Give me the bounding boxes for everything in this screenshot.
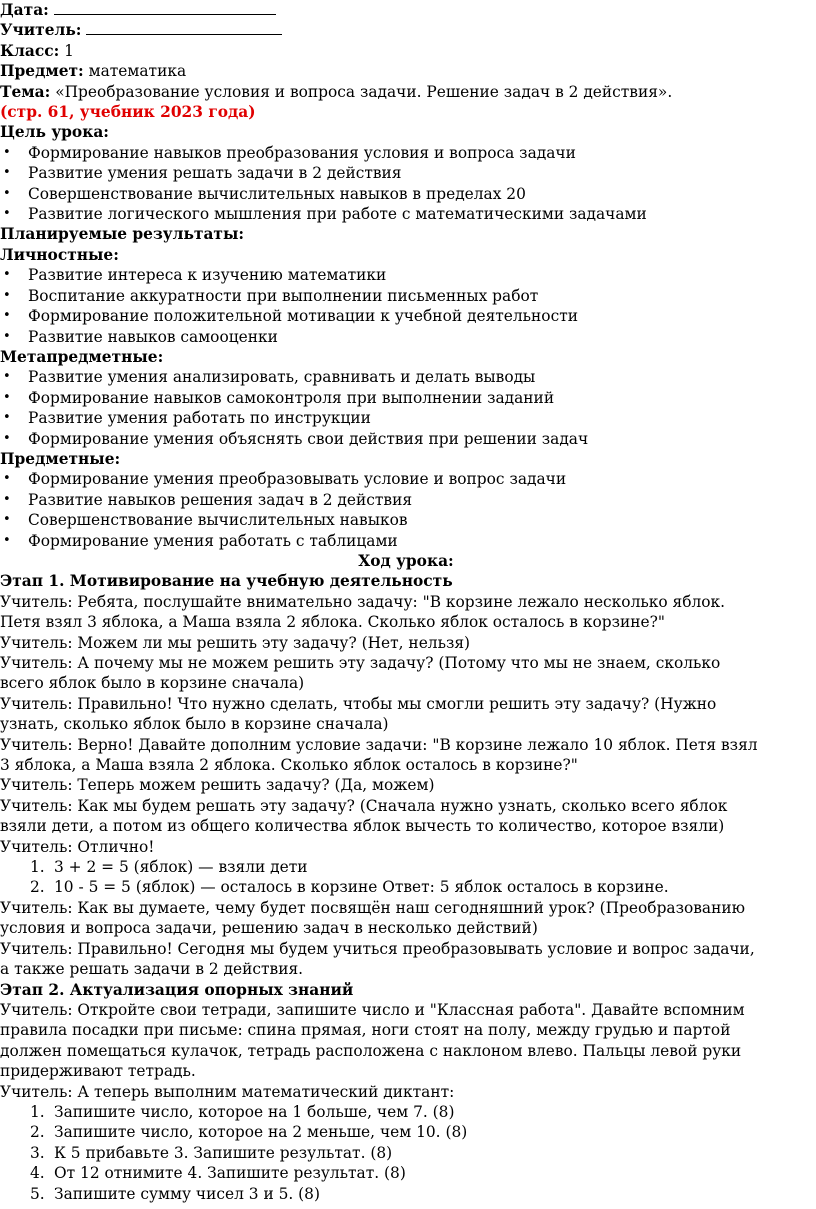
topic-row bbox=[0, 82, 812, 102]
text-line: Учитель: Как мы будем решать эту задачу? (Сначала нужно узнать, сколько всего яблок bbox=[0, 796, 728, 815]
list-item: • Формирование положительной мотивации к учебной деятельности bbox=[0, 306, 812, 326]
list-item: • Развитие интереса к изучению математики bbox=[0, 265, 812, 285]
text-line: Учитель: А теперь выполним математический диктант: bbox=[0, 1082, 455, 1101]
list-item: • Формирование навыков преобразования условия и вопроса задачи bbox=[0, 143, 812, 163]
personal-list bbox=[0, 265, 812, 347]
topic-value: «Преобразование условия и вопроса задачи. Решение задач в 2 действия». bbox=[55, 82, 673, 101]
subject-results-list bbox=[0, 469, 812, 551]
list-number: 1. bbox=[30, 1102, 45, 1121]
list-item: • Совершенствование вычислительных навыков в пределах 20 bbox=[0, 184, 812, 204]
text-line: Учитель: Правильно! Сегодня мы будем учиться преобразовывать условие и вопрос задачи, bbox=[0, 939, 755, 958]
list-item bbox=[0, 1184, 812, 1204]
topic-label: Тема: bbox=[0, 82, 51, 101]
teacher-label: Учитель: bbox=[0, 21, 82, 40]
list-text: 3 + 2 = 5 (яблок) — взяли дети bbox=[54, 858, 308, 877]
text-line: всего яблок было в корзине сначала) bbox=[0, 674, 305, 693]
meta-title: Метапредметные: bbox=[0, 347, 164, 366]
list-item: • Развитие логического мышления при работе с математическими задачами bbox=[0, 204, 812, 224]
date-blank bbox=[54, 0, 276, 15]
goals-title: Цель урока: bbox=[0, 123, 109, 142]
date-label: Дата: bbox=[0, 1, 49, 19]
list-number: 5. bbox=[30, 1184, 45, 1203]
text-line: Учитель: Как вы думаете, чему будет посвящён наш сегодняшний урок? (Преобразованию bbox=[0, 898, 746, 917]
text-line: узнать, сколько яблок было в корзине сначала) bbox=[0, 715, 389, 734]
list-item: • Формирование навыков самоконтроля при выполнении заданий bbox=[0, 388, 812, 408]
list-item: • Развитие навыков самооценки bbox=[0, 327, 812, 347]
text-line: правила посадки при письме: спина прямая, ноги стоят на полу, между грудью и партой bbox=[0, 1021, 731, 1040]
goals-list bbox=[0, 143, 812, 225]
list-item: • Формирование умения работать с таблицами bbox=[0, 531, 812, 551]
stage1-title: Этап 1. Мотивирование на учебную деятельность bbox=[0, 572, 453, 591]
list-item bbox=[0, 1122, 812, 1142]
list-item: • Развитие навыков решения задач в 2 действия bbox=[0, 490, 812, 510]
list-text: Запишите число, которое на 1 больше, чем 7. (8) bbox=[54, 1102, 455, 1121]
list-item: • Совершенствование вычислительных навыков bbox=[0, 510, 812, 530]
text-line: Учитель: Теперь можем решить задачу? (Да, можем) bbox=[0, 776, 435, 795]
text-line: Учитель: Можем ли мы решить эту задачу? (Нет, нельзя) bbox=[0, 633, 471, 652]
list-item: • Формирование умения преобразовывать условие и вопрос задачи bbox=[0, 469, 812, 489]
list-number: 2. bbox=[30, 878, 45, 897]
list-item: • Формирование умения объяснять свои действия при решении задач bbox=[0, 429, 812, 449]
stage1-text bbox=[0, 592, 812, 857]
text-line: а также решать задачи в 2 действия. bbox=[0, 960, 304, 979]
text-line: 3 яблока, а Маша взяла 2 яблока. Сколько яблок осталось в корзине?" bbox=[0, 756, 578, 775]
subject-value: математика bbox=[88, 62, 187, 81]
text-line: придерживают тетрадь. bbox=[0, 1062, 196, 1081]
list-number: 3. bbox=[30, 1143, 45, 1162]
personal-title: Личностные: bbox=[0, 245, 119, 264]
list-number: 2. bbox=[30, 1123, 45, 1142]
stage2-text bbox=[0, 1000, 812, 1102]
class-row bbox=[0, 41, 812, 61]
list-text: К 5 прибавьте 3. Запишите результат. (8) bbox=[54, 1143, 393, 1162]
text-line: Учитель: Правильно! Что нужно сделать, чтобы мы смогли решить эту задачу? (Нужно bbox=[0, 694, 717, 713]
subject-results-title: Предметные: bbox=[0, 449, 121, 468]
text-line: Учитель: Откройте свои тетради, запишите число и "Классная работа". Давайте вспомним bbox=[0, 1000, 745, 1019]
text-line: Учитель: Ребята, послушайте внимательно задачу: "В корзине лежало несколько яблок. bbox=[0, 592, 726, 611]
list-text: От 12 отнимите 4. Запишите результат. (8) bbox=[54, 1164, 406, 1183]
text-line: Петя взял 3 яблока, а Маша взяла 2 яблока. Сколько яблок осталось в корзине?" bbox=[0, 613, 665, 632]
list-number: 4. bbox=[30, 1164, 45, 1183]
list-text: Запишите число, которое на 2 меньше, чем 10. (8) bbox=[54, 1123, 468, 1142]
list-item bbox=[0, 1163, 812, 1183]
class-label: Класс: bbox=[0, 41, 60, 60]
list-item: • Развитие умения работать по инструкции bbox=[0, 408, 812, 428]
lesson-title: Ход урока: bbox=[358, 551, 454, 570]
list-item: • Развитие умения анализировать, сравнивать и делать выводы bbox=[0, 367, 812, 387]
text-line: взяли дети, а потом из общего количества яблок вычесть то количество, которое взяли) bbox=[0, 817, 725, 836]
list-text: Запишите сумму чисел 3 и 5. (8) bbox=[54, 1184, 320, 1203]
meta-list bbox=[0, 367, 812, 449]
list-item: • Воспитание аккуратности при выполнении письменных работ bbox=[0, 286, 812, 306]
text-line: Учитель: Отлично! bbox=[0, 837, 155, 856]
text-line: Учитель: А почему мы не можем решить эту задачу? (Потому что мы не знаем, сколько bbox=[0, 654, 721, 672]
list-text: 10 - 5 = 5 (яблок) — осталось в корзине Ответ: 5 яблок осталось в корзине. bbox=[54, 878, 669, 897]
stage1-conclusion bbox=[0, 898, 812, 980]
text-line: условия и вопроса задачи, решению задач в несколько действий) bbox=[0, 919, 538, 938]
text-line: Учитель: Верно! Давайте дополним условие задачи: "В корзине лежало 10 яблок. Петя взял bbox=[0, 735, 758, 754]
list-item bbox=[0, 857, 812, 877]
teacher-row bbox=[0, 20, 812, 40]
list-item bbox=[0, 1102, 812, 1122]
list-number: 1. bbox=[30, 858, 45, 877]
dictation-list bbox=[0, 1102, 812, 1204]
stage2-title: Этап 2. Актуализация опорных знаний bbox=[0, 980, 354, 999]
list-item: • Развитие умения решать задачи в 2 действия bbox=[0, 163, 812, 183]
teacher-blank bbox=[86, 20, 282, 35]
solution-steps bbox=[0, 857, 812, 898]
subject-row bbox=[0, 61, 812, 81]
subject-label: Предмет: bbox=[0, 62, 84, 81]
results-title: Планируемые результаты: bbox=[0, 225, 245, 244]
page-reference: (стр. 61, учебник 2023 года) bbox=[0, 103, 256, 122]
date-row bbox=[0, 0, 812, 20]
text-line: должен помещаться кулачок, тетрадь расположена с наклоном влево. Пальцы левой руки bbox=[0, 1041, 742, 1060]
class-value: 1 bbox=[64, 41, 74, 60]
list-item bbox=[0, 1143, 812, 1163]
list-item bbox=[0, 877, 812, 897]
